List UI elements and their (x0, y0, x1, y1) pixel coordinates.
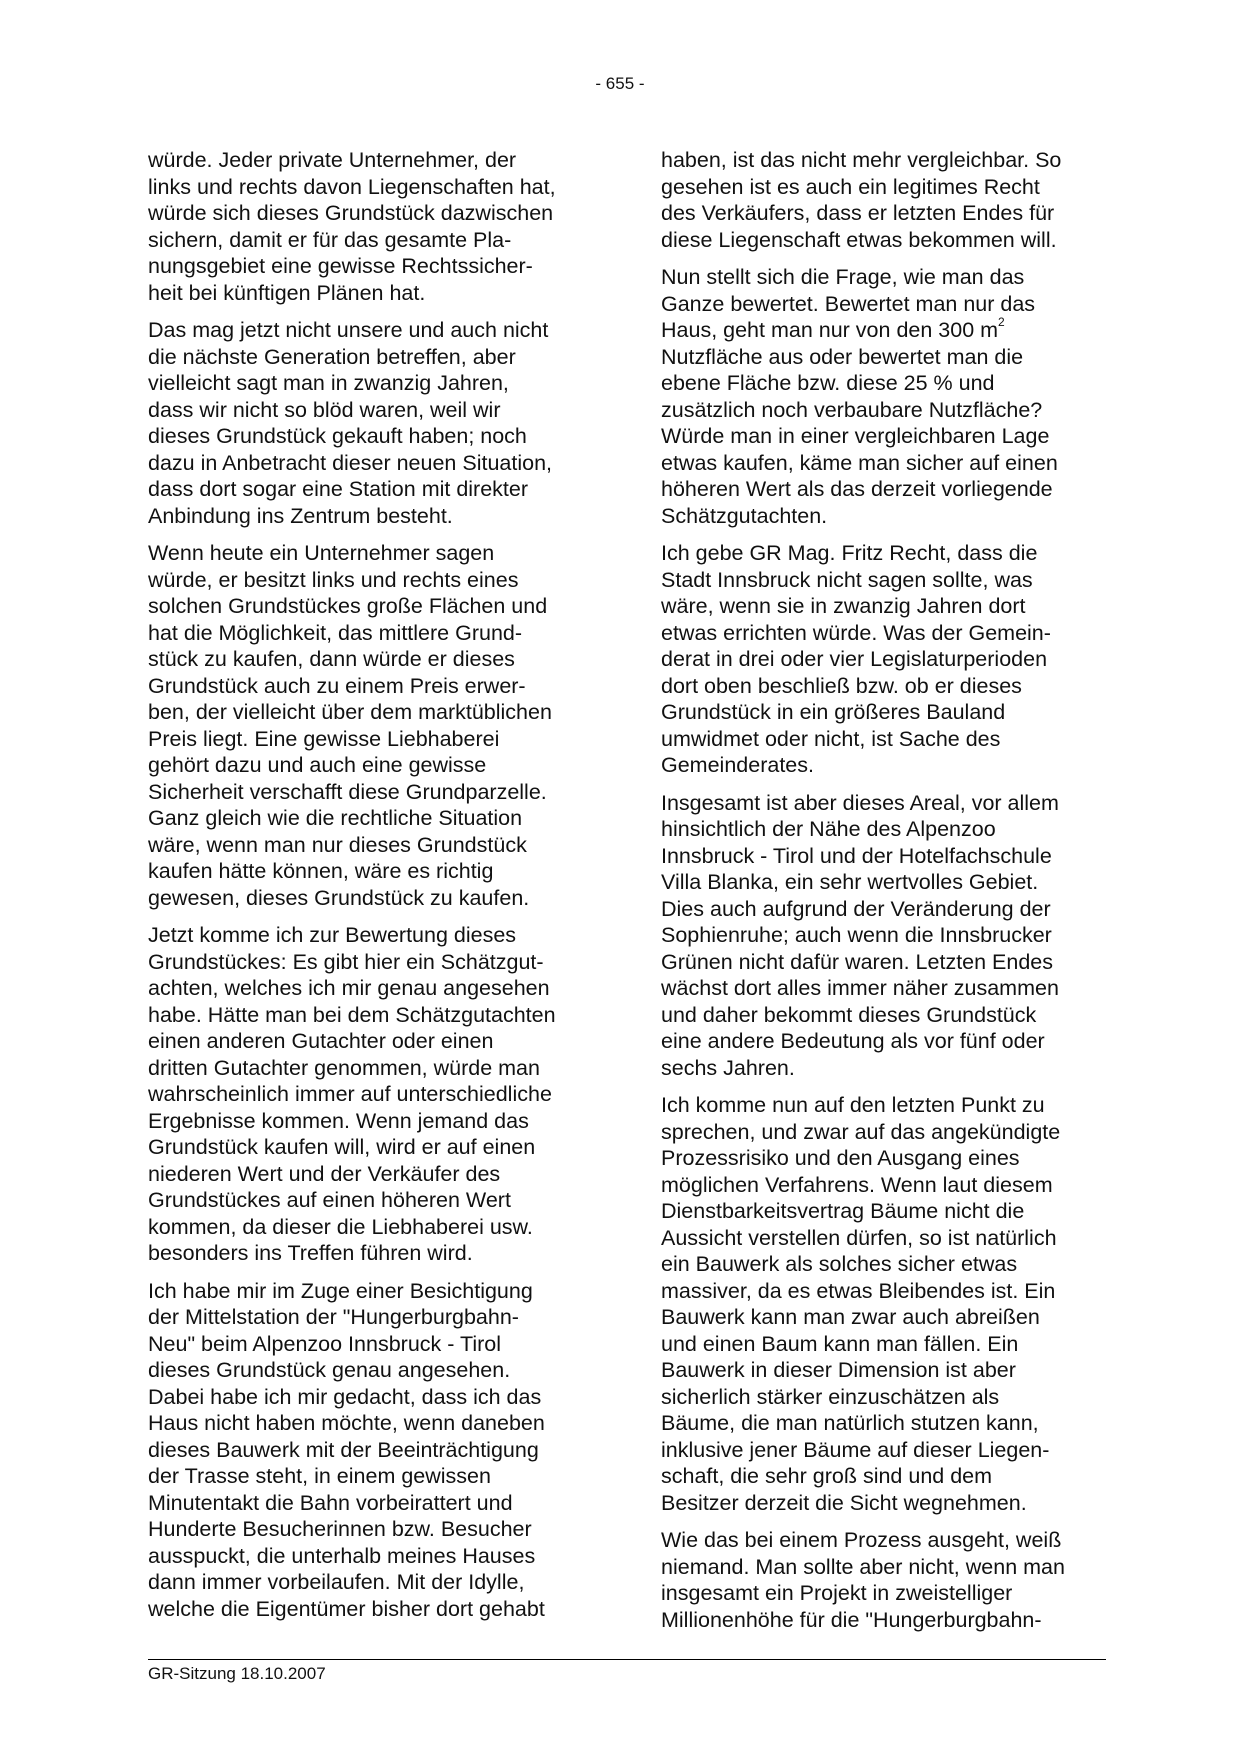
footer-text: GR-Sitzung 18.10.2007 (148, 1664, 326, 1683)
paragraph-text: Nutzfläche aus oder bewertet man die ebene Fläche bzw. diese 25 % und zusätzlich noch verbaubare Nutzfläche? Würde man in einer vergleichbaren Lage etwas kaufen, käme man sicher auf einen höheren Wert als das derzeit vorliegende Schätzgutachten. (661, 344, 1058, 528)
paragraph: Insgesamt ist aber dieses Areal, vor allem hinsichtlich der Nähe des Alpenzoo Innsbruck - Tirol und der Hotelfachschule Villa Blanka, ein sehr wertvolles Gebiet. Dies auch aufgrund der Veränderung der Sophienruhe; auch wenn die Innsbrucker Grünen nicht dafür waren. Letzten Endes wächst dort alles immer näher zusammen und daher bekommt dieses Grundstück eine andere Bedeutung als vor fünf oder sechs Jahren. (661, 790, 1059, 1080)
paragraph: Ich komme nun auf den letzten Punkt zu sprechen, und zwar auf das angekündigte Prozessrisiko und den Ausgang eines möglichen Verfahrens. Wenn laut diesem Dienstbarkeitsvertrag Bäume nicht die Aussicht verstellen dürfen, so ist natürlich ein Bauwerk als solches sicher etwas massiver, da es etwas Bleibendes ist. Ein Bauwerk kann man zwar auch abreißen und einen Baum kann man fällen. Ein Bauwerk in dieser Dimension ist aber sicherlich stärker einzuschätzen als Bäume, die man natürlich stutzen kann, inklusive jener Bäume auf dieser Liegen- schaft, die sehr groß sind und dem Besitzer derzeit die Sicht wegnehmen. (661, 1093, 1061, 1515)
paragraph: haben, ist das nicht mehr vergleichbar. So gesehen ist es auch ein legitimes Recht des Verkäufers, dass er letzten Endes für diese Liegenschaft etwas bekommen will. (661, 148, 1062, 252)
paragraph: Wenn heute ein Unternehmer sagen würde, er besitzt links und rechts eines solchen Grundstückes große Flächen und hat die Möglichkeit, das mittlere Grund- stück zu kaufen, dann würde er dieses Grundstück auch zu einem Preis erwer- ben, der vielleicht über dem marktüblichen Preis liegt. Eine gewisse Liebhaberei gehört dazu und auch eine gewisse Sicherheit verschafft diese Grundparzelle. Ganz gleich wie die rechtliche Situation wäre, wenn man nur dieses Grundstück kaufen hätte können, wäre es richtig gewesen, dieses Grundstück zu kaufen. (148, 541, 552, 910)
right-column (661, 147, 1105, 1644)
paragraph: Das mag jetzt nicht unsere und auch nicht die nächste Generation betreffen, aber vielleicht sagt man in zwanzig Jahren, dass wir nicht so blöd waren, weil wir dieses Grundstück gekauft haben; noch dazu in Anbetracht dieser neuen Situation, dass dort sogar eine Station mit direkter Anbindung ins Zentrum besteht. (148, 318, 553, 528)
page-number: - 655 - (595, 74, 645, 93)
paragraph: würde. Jeder private Unternehmer, der links und rechts davon Liegenschaften hat, würde sich dieses Grundstück dazwischen sichern, damit er für das gesamte Pla- nungsgebiet eine gewisse Rechtssicher- heit bei künftigen Plänen hat. (148, 148, 556, 305)
paragraph: Ich gebe GR Mag. Fritz Recht, dass die Stadt Innsbruck nicht sagen sollte, was wäre, wenn sie in zwanzig Jahren dort etwas errichten würde. Was der Gemein- derat in drei oder vier Legislaturperioden dort oben beschließ bzw. ob er dieses Grundstück in ein größeres Bauland umwidmet oder nicht, ist Sache des Gemeinderates. (661, 541, 1051, 777)
left-column (148, 147, 588, 1633)
paragraph: Ich habe mir im Zuge einer Besichtigung der Mittelstation der "Hungerburgbahn- Neu" beim Alpenzoo Innsbruck - Tirol dieses Grundstück genau angesehen. Dabei habe ich mir gedacht, dass ich das Haus nicht haben möchte, wenn daneben dieses Bauwerk mit der Beeinträchtigung der Trasse steht, in einem gewissen Minutentakt die Bahn vorbeirattert und Hunderte Besucherinnen bzw. Besucher ausspuckt, die unterhalb meines Hauses dann immer vorbeilaufen. Mit der Idylle, welche die Eigentümer bisher dort gehabt (148, 1278, 545, 1621)
paragraph-text: Nun stellt sich die Frage, wie man das Ganze bewertet. Bewertet man nur das Haus, geht man nur von den 300 m (661, 265, 1036, 342)
paragraph: Jetzt komme ich zur Bewertung dieses Grundstückes: Es gibt hier ein Schätzgut- achten, welches ich mir genau angesehen habe. Hätte man bei dem Schätzgutachten einen anderen Gutachter oder einen dritten Gutachter genommen, würde man wahrscheinlich immer auf unterschiedliche Ergebnisse kommen. Wenn jemand das Grundstück kaufen will, wird er auf einen niederen Wert und der Verkäufer des Grundstückes auf einen höheren Wert kommen, da dieser die Liebhaberei usw. besonders ins Treffen führen wird. (148, 923, 556, 1265)
superscript: 2 (998, 314, 1005, 329)
paragraph: Wie das bei einem Prozess ausgeht, weiß niemand. Man sollte aber nicht, wenn man insgesamt ein Projekt in zweistelliger Millionenhöhe für die "Hungerburgbahn- (661, 1528, 1065, 1632)
paragraph (661, 264, 1105, 529)
footer-divider (148, 1659, 1106, 1660)
